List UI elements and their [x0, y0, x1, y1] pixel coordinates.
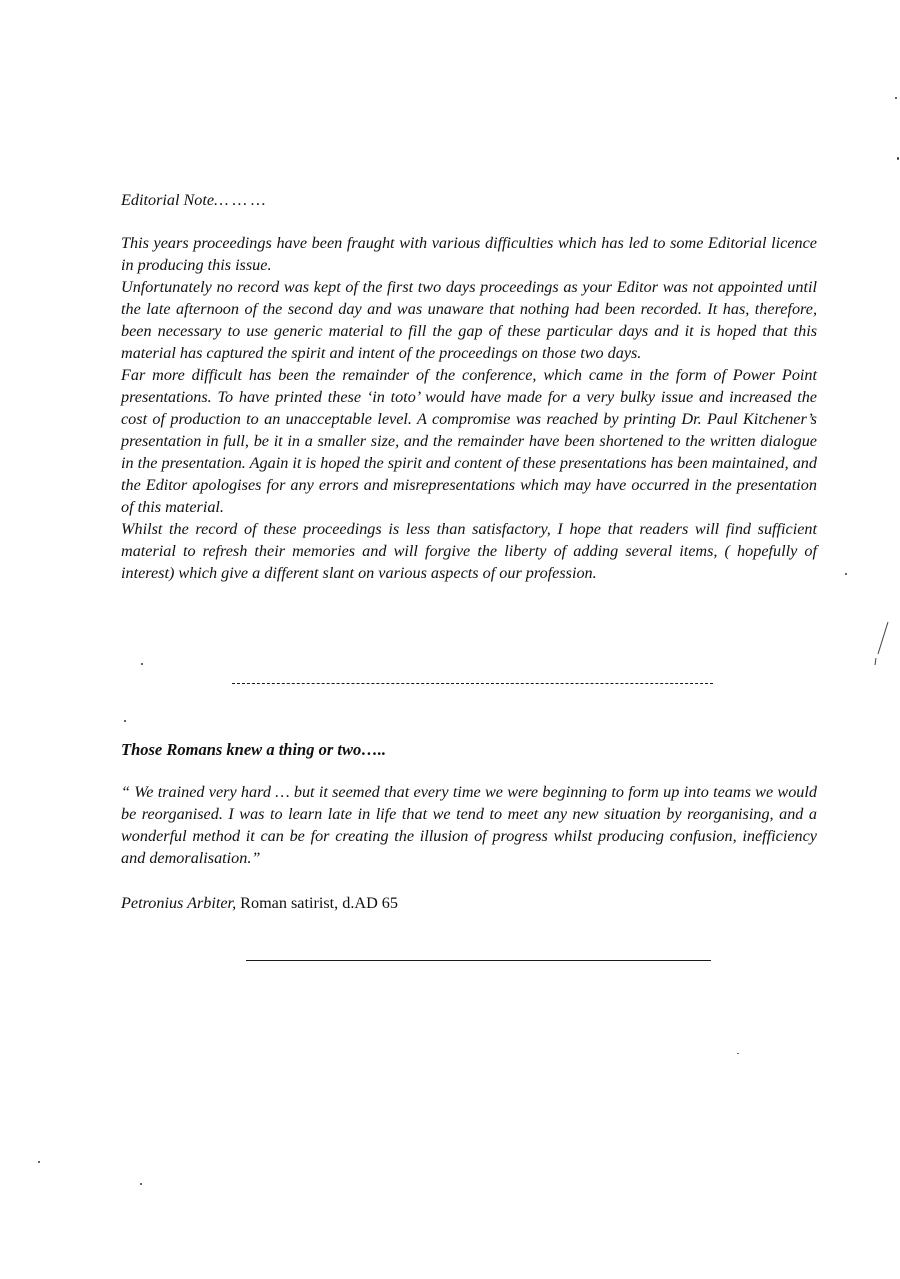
editorial-paragraph: Whilst the record of these proceedings is less than satisfactory, I hope that readers will find sufficient material to refresh their memories and will forgive the liberty of adding several items, ( hopefully of interest) which give a different slant on various aspects of our profession.: [121, 520, 817, 582]
scan-speck: [845, 573, 847, 575]
attribution-name: Petronius Arbiter,: [121, 894, 237, 912]
quote-text: “ We trained very hard … but it seemed that every time we were beginning to form up into teams we would be reorganised. I was to learn late in life that we tend to meet any new situation by reorganising, and a wonderful method it can be for creating the illusion of progress whilst producing confusion, inefficiency and demoralisation.”: [121, 783, 817, 867]
editorial-paragraph: Far more difficult has been the remainder of the conference, which came in the form of Power Point presentations. To have printed these ‘in toto’ would have made for a very bulky issue and increased the cost of production to an unacceptable level. A compromise was reached by printing Dr. Paul Kitchener’s presentation in full, be it in a smaller size, and the remainder have been shortened to the written dialogue in the presentation. Again it is hoped the spirit and content of these presentations has been maintained, and the Editor apologises for any errors and misrepresentations which may have occurred in the presentation of this material.: [121, 366, 817, 516]
scan-speck: [38, 1161, 40, 1163]
section-divider: [232, 683, 713, 684]
scan-speck: [897, 157, 899, 160]
editorial-note-body: [121, 232, 817, 584]
scan-speck: [141, 663, 143, 665]
attribution-details: Roman satirist, d.AD 65: [236, 894, 398, 912]
scan-speck: [737, 1053, 739, 1054]
editorial-paragraph: This years proceedings have been fraught with various difficulties which has led to some Editorial licence in producing this issue.: [121, 234, 817, 274]
quote-attribution: [121, 892, 398, 914]
editorial-note-title: Editorial Note… … …: [121, 191, 266, 209]
editorial-paragraph: Unfortunately no record was kept of the first two days proceedings as your Editor was not appointed until the late afternoon of the second day and was unaware that nothing had been recorded. It has, therefore, been necessary to use generic material to fill the gap of these particular days and it is hoped that this material has captured the spirit and intent of the proceedings on those two days.: [121, 278, 817, 362]
romans-section-heading: Those Romans knew a thing or two…..: [121, 740, 386, 759]
scan-speck: [124, 720, 126, 722]
petronius-quote: [121, 781, 817, 869]
end-divider: [246, 960, 711, 961]
scan-speck: [895, 97, 897, 99]
scan-speck: [140, 1183, 142, 1185]
pencil-margin-mark: [872, 618, 892, 668]
